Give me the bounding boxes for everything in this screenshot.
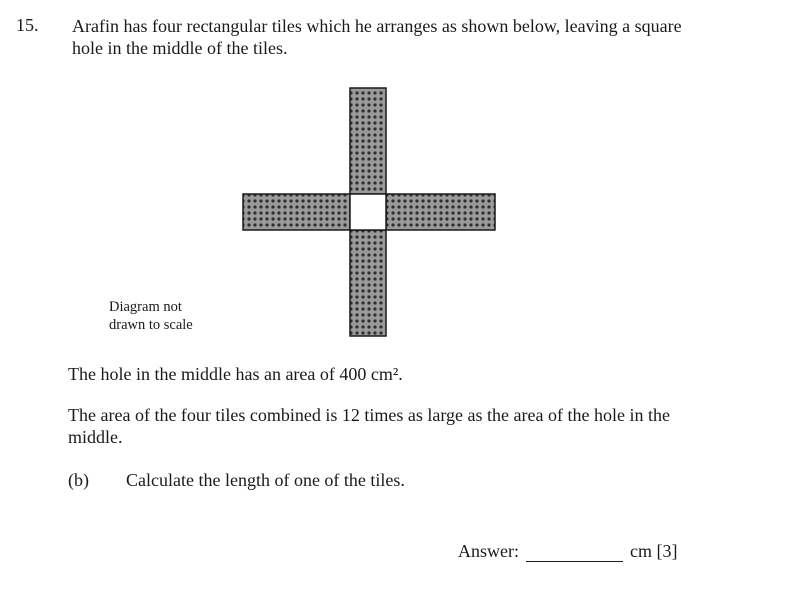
answer-label: Answer: (458, 541, 519, 561)
tile-bottom (350, 230, 386, 336)
tile-top (350, 88, 386, 194)
square-hole (350, 194, 386, 230)
diagram-note (109, 298, 193, 334)
tile-left (243, 194, 350, 230)
question-number: 15. (16, 15, 39, 35)
hole-area-statement: The hole in the middle has an area of 400 cm². (68, 364, 403, 384)
answer-field[interactable] (526, 543, 623, 562)
part-question: Calculate the length of one of the tiles. (126, 470, 405, 490)
diagram-note-line2: drawn to scale (109, 317, 193, 333)
tile-area-statement: The area of the four tiles combined is 12 times as large as the area of the hole in the middle. (68, 405, 670, 447)
question-text: Arafin has four rectangular tiles which he arranges as shown below, leaving a square hole in the middle of the tiles. (72, 16, 682, 58)
answer-unit-marks: cm [3] (630, 541, 678, 561)
part-label: (b) (68, 470, 89, 490)
tile-right (386, 194, 495, 230)
diagram-note-line1: Diagram not (109, 299, 182, 315)
